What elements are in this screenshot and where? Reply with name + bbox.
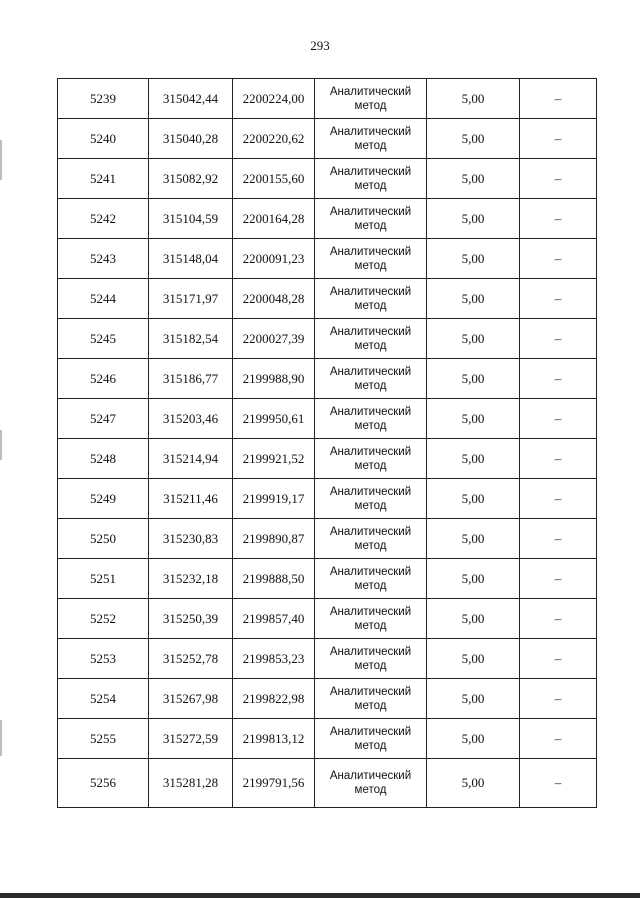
method-cell [315, 319, 427, 359]
method-label-line1: Аналитический [329, 125, 412, 138]
error-cell: 5,00 [427, 279, 520, 319]
point-number-cell: 5243 [58, 239, 149, 279]
note-cell: – [520, 159, 597, 199]
table-row [58, 199, 597, 239]
x-coordinate-cell: 315281,28 [149, 759, 233, 808]
point-number-cell: 5244 [58, 279, 149, 319]
point-number-cell: 5241 [58, 159, 149, 199]
note-cell: – [520, 519, 597, 559]
y-coordinate-cell: 2199857,40 [233, 599, 315, 639]
y-coordinate-cell: 2199921,52 [233, 439, 315, 479]
point-number-cell: 5248 [58, 439, 149, 479]
note-cell: – [520, 359, 597, 399]
note-cell: – [520, 279, 597, 319]
x-coordinate-cell: 315082,92 [149, 159, 233, 199]
scan-bottom-edge [0, 893, 640, 898]
method-label-line1: Аналитический [329, 645, 412, 658]
note-cell: – [520, 759, 597, 808]
method-cell [315, 519, 427, 559]
table-row [58, 559, 597, 599]
method-label-line1: Аналитический [329, 725, 412, 738]
y-coordinate-cell: 2200027,39 [233, 319, 315, 359]
method-label-line1: Аналитический [329, 205, 412, 218]
table-row [58, 599, 597, 639]
error-cell: 5,00 [427, 599, 520, 639]
coordinates-table [57, 78, 597, 808]
method-cell [315, 359, 427, 399]
error-cell: 5,00 [427, 359, 520, 399]
method-cell [315, 439, 427, 479]
y-coordinate-cell: 2199822,98 [233, 679, 315, 719]
x-coordinate-cell: 315042,44 [149, 79, 233, 119]
x-coordinate-cell: 315214,94 [149, 439, 233, 479]
table-row [58, 439, 597, 479]
method-cell [315, 239, 427, 279]
method-label-line2: метод [354, 299, 387, 312]
table-row [58, 359, 597, 399]
table-row [58, 719, 597, 759]
method-label-line1: Аналитический [329, 85, 412, 98]
method-label-line2: метод [354, 419, 387, 432]
method-label-line2: метод [354, 379, 387, 392]
table-row [58, 239, 597, 279]
method-label-line2: метод [354, 99, 387, 112]
table-row [58, 119, 597, 159]
error-cell: 5,00 [427, 559, 520, 599]
method-label-line1: Аналитический [329, 565, 412, 578]
note-cell: – [520, 679, 597, 719]
x-coordinate-cell: 315040,28 [149, 119, 233, 159]
table-row [58, 479, 597, 519]
x-coordinate-cell: 315232,18 [149, 559, 233, 599]
y-coordinate-cell: 2199813,12 [233, 719, 315, 759]
x-coordinate-cell: 315267,98 [149, 679, 233, 719]
x-coordinate-cell: 315203,46 [149, 399, 233, 439]
x-coordinate-cell: 315104,59 [149, 199, 233, 239]
table-row [58, 319, 597, 359]
note-cell: – [520, 599, 597, 639]
point-number-cell: 5251 [58, 559, 149, 599]
y-coordinate-cell: 2199888,50 [233, 559, 315, 599]
x-coordinate-cell: 315272,59 [149, 719, 233, 759]
method-cell [315, 719, 427, 759]
method-label-line2: метод [354, 179, 387, 192]
error-cell: 5,00 [427, 759, 520, 808]
method-label-line2: метод [354, 339, 387, 352]
y-coordinate-cell: 2200155,60 [233, 159, 315, 199]
table-row [58, 679, 597, 719]
x-coordinate-cell: 315250,39 [149, 599, 233, 639]
error-cell: 5,00 [427, 479, 520, 519]
point-number-cell: 5250 [58, 519, 149, 559]
error-cell: 5,00 [427, 319, 520, 359]
method-label-line1: Аналитический [329, 325, 412, 338]
method-label-line1: Аналитический [329, 605, 412, 618]
method-label-line1: Аналитический [329, 245, 412, 258]
method-cell [315, 559, 427, 599]
table-row [58, 639, 597, 679]
table-row [58, 519, 597, 559]
y-coordinate-cell: 2200091,23 [233, 239, 315, 279]
error-cell: 5,00 [427, 519, 520, 559]
method-label-line2: метод [354, 459, 387, 472]
x-coordinate-cell: 315171,97 [149, 279, 233, 319]
x-coordinate-cell: 315186,77 [149, 359, 233, 399]
point-number-cell: 5245 [58, 319, 149, 359]
y-coordinate-cell: 2199919,17 [233, 479, 315, 519]
method-cell [315, 159, 427, 199]
method-cell [315, 79, 427, 119]
y-coordinate-cell: 2200048,28 [233, 279, 315, 319]
method-cell [315, 639, 427, 679]
note-cell: – [520, 79, 597, 119]
method-cell [315, 679, 427, 719]
x-coordinate-cell: 315230,83 [149, 519, 233, 559]
point-number-cell: 5240 [58, 119, 149, 159]
x-coordinate-cell: 315182,54 [149, 319, 233, 359]
method-label-line2: метод [354, 539, 387, 552]
point-number-cell: 5255 [58, 719, 149, 759]
page-number: 293 [310, 38, 330, 53]
method-label-line1: Аналитический [329, 405, 412, 418]
table-row [58, 279, 597, 319]
method-label-line1: Аналитический [329, 285, 412, 298]
point-number-cell: 5256 [58, 759, 149, 808]
note-cell: – [520, 319, 597, 359]
point-number-cell: 5239 [58, 79, 149, 119]
error-cell: 5,00 [427, 159, 520, 199]
error-cell: 5,00 [427, 679, 520, 719]
method-label-line2: метод [354, 139, 387, 152]
y-coordinate-cell: 2199890,87 [233, 519, 315, 559]
method-label-line2: метод [354, 699, 387, 712]
method-label-line2: метод [354, 784, 387, 796]
method-label-line2: метод [354, 499, 387, 512]
point-number-cell: 5253 [58, 639, 149, 679]
method-label-line1: Аналитический [329, 685, 412, 698]
method-cell [315, 399, 427, 439]
x-coordinate-cell: 315211,46 [149, 479, 233, 519]
note-cell: – [520, 719, 597, 759]
method-label-line1: Аналитический [329, 365, 412, 378]
method-label-line1: Аналитический [329, 525, 412, 538]
table-row [58, 759, 597, 808]
note-cell: – [520, 239, 597, 279]
error-cell: 5,00 [427, 639, 520, 679]
method-cell [315, 599, 427, 639]
scan-edge-line [0, 140, 2, 180]
method-cell [315, 759, 427, 808]
point-number-cell: 5254 [58, 679, 149, 719]
point-number-cell: 5247 [58, 399, 149, 439]
error-cell: 5,00 [427, 79, 520, 119]
method-label-line1: Аналитический [329, 770, 412, 782]
method-cell [315, 119, 427, 159]
x-coordinate-cell: 315252,78 [149, 639, 233, 679]
method-label-line2: метод [354, 619, 387, 632]
method-label-line1: Аналитический [329, 485, 412, 498]
method-label-line2: метод [354, 219, 387, 232]
note-cell: – [520, 479, 597, 519]
error-cell: 5,00 [427, 719, 520, 759]
note-cell: – [520, 559, 597, 599]
y-coordinate-cell: 2200224,00 [233, 79, 315, 119]
point-number-cell: 5246 [58, 359, 149, 399]
method-label-line2: метод [354, 579, 387, 592]
method-cell [315, 279, 427, 319]
method-cell [315, 199, 427, 239]
method-label-line2: метод [354, 659, 387, 672]
note-cell: – [520, 199, 597, 239]
point-number-cell: 5242 [58, 199, 149, 239]
scan-edge-line [0, 720, 2, 756]
error-cell: 5,00 [427, 399, 520, 439]
method-label-line2: метод [354, 739, 387, 752]
table-row [58, 399, 597, 439]
y-coordinate-cell: 2200220,62 [233, 119, 315, 159]
error-cell: 5,00 [427, 199, 520, 239]
y-coordinate-cell: 2200164,28 [233, 199, 315, 239]
y-coordinate-cell: 2199988,90 [233, 359, 315, 399]
method-cell [315, 479, 427, 519]
method-label-line1: Аналитический [329, 165, 412, 178]
error-cell: 5,00 [427, 119, 520, 159]
y-coordinate-cell: 2199950,61 [233, 399, 315, 439]
note-cell: – [520, 439, 597, 479]
point-number-cell: 5252 [58, 599, 149, 639]
table-row [58, 79, 597, 119]
error-cell: 5,00 [427, 439, 520, 479]
note-cell: – [520, 119, 597, 159]
table-body [58, 79, 597, 808]
y-coordinate-cell: 2199853,23 [233, 639, 315, 679]
x-coordinate-cell: 315148,04 [149, 239, 233, 279]
method-label-line2: метод [354, 259, 387, 272]
error-cell: 5,00 [427, 239, 520, 279]
note-cell: – [520, 399, 597, 439]
note-cell: – [520, 639, 597, 679]
y-coordinate-cell: 2199791,56 [233, 759, 315, 808]
table-row [58, 159, 597, 199]
method-label-line1: Аналитический [329, 445, 412, 458]
point-number-cell: 5249 [58, 479, 149, 519]
scan-edge-line [0, 430, 2, 460]
